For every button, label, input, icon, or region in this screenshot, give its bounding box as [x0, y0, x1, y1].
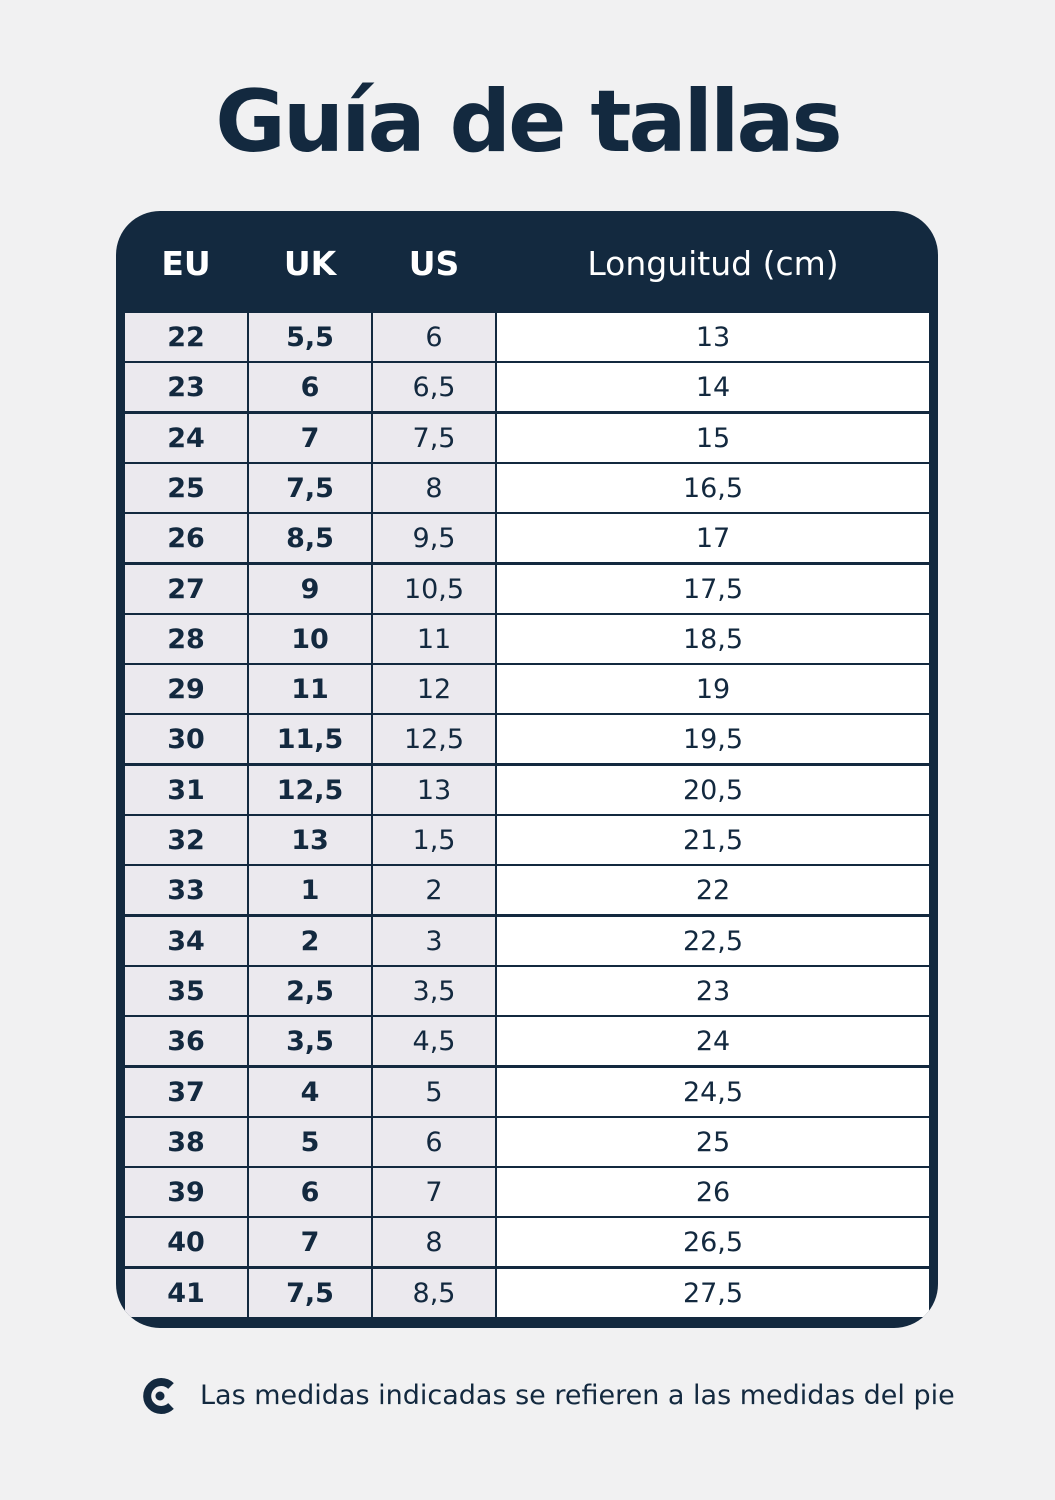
- cell-us: 7,5: [373, 414, 495, 462]
- table-header: [116, 211, 938, 313]
- cell-uk: 8,5: [249, 514, 371, 562]
- cell-us: 8: [373, 1218, 495, 1266]
- cell-us: 2: [373, 866, 495, 914]
- cell-uk: 4: [249, 1068, 371, 1116]
- cell-us: 3,5: [373, 967, 495, 1015]
- cell-uk: 1: [249, 866, 371, 914]
- cell-eu: 31: [125, 766, 247, 814]
- cell-uk: 10: [249, 615, 371, 663]
- cell-eu: 40: [125, 1218, 247, 1266]
- cell-eu: 34: [125, 917, 247, 965]
- cell-eu: 23: [125, 363, 247, 411]
- cell-eu: 38: [125, 1118, 247, 1166]
- cell-uk: 11: [249, 665, 371, 713]
- cell-uk: 2,5: [249, 967, 371, 1015]
- cell-uk: 11,5: [249, 715, 371, 763]
- cell-eu: 37: [125, 1068, 247, 1116]
- cell-uk: 2: [249, 917, 371, 965]
- cell-uk: 5: [249, 1118, 371, 1166]
- cell-us: 8,5: [373, 1269, 495, 1317]
- table-row: [125, 565, 929, 613]
- table-row: [125, 917, 929, 965]
- cell-length: 25: [497, 1118, 929, 1166]
- cell-us: 13: [373, 766, 495, 814]
- cell-uk: 6: [249, 1168, 371, 1216]
- cell-uk: 7,5: [249, 464, 371, 512]
- cell-eu: 39: [125, 1168, 247, 1216]
- cell-us: 12: [373, 665, 495, 713]
- cell-length: 26,5: [497, 1218, 929, 1266]
- cell-length: 17: [497, 514, 929, 562]
- cell-us: 8: [373, 464, 495, 512]
- cell-eu: 22: [125, 313, 247, 361]
- cell-eu: 30: [125, 715, 247, 763]
- table-row: [125, 1168, 929, 1216]
- table-row: [125, 1218, 929, 1266]
- page-title: Guía de tallas: [215, 72, 840, 172]
- table-row: [125, 363, 929, 411]
- cell-eu: 28: [125, 615, 247, 663]
- cell-us: 11: [373, 615, 495, 663]
- cell-uk: 7,5: [249, 1269, 371, 1317]
- table-row: [125, 1068, 929, 1116]
- cell-length: 26: [497, 1168, 929, 1216]
- size-table: [116, 211, 938, 1328]
- cell-uk: 7: [249, 1218, 371, 1266]
- cell-eu: 32: [125, 816, 247, 864]
- table-row: [125, 1269, 929, 1317]
- cell-uk: 12,5: [249, 766, 371, 814]
- table-row: [125, 414, 929, 462]
- brand-logo-icon: [140, 1376, 180, 1416]
- cell-eu: 41: [125, 1269, 247, 1317]
- table-row: [125, 816, 929, 864]
- table-row: [125, 1118, 929, 1166]
- table-row: [125, 715, 929, 763]
- table-row: [125, 313, 929, 361]
- header-eu: EU: [161, 244, 211, 283]
- cell-eu: 25: [125, 464, 247, 512]
- cell-length: 15: [497, 414, 929, 462]
- cell-length: 20,5: [497, 766, 929, 814]
- cell-uk: 13: [249, 816, 371, 864]
- cell-length: 27,5: [497, 1269, 929, 1317]
- table-row: [125, 464, 929, 512]
- header-length: Longuitud (cm): [587, 244, 839, 283]
- cell-length: 17,5: [497, 565, 929, 613]
- table-row: [125, 665, 929, 713]
- cell-eu: 33: [125, 866, 247, 914]
- table-row: [125, 967, 929, 1015]
- cell-eu: 35: [125, 967, 247, 1015]
- cell-length: 14: [497, 363, 929, 411]
- cell-uk: 9: [249, 565, 371, 613]
- cell-us: 1,5: [373, 816, 495, 864]
- cell-uk: 3,5: [249, 1017, 371, 1065]
- cell-length: 13: [497, 313, 929, 361]
- cell-eu: 24: [125, 414, 247, 462]
- cell-us: 6: [373, 313, 495, 361]
- cell-us: 5: [373, 1068, 495, 1116]
- cell-length: 19,5: [497, 715, 929, 763]
- header-us: US: [408, 244, 460, 283]
- cell-length: 19: [497, 665, 929, 713]
- cell-eu: 27: [125, 565, 247, 613]
- cell-us: 3: [373, 917, 495, 965]
- cell-length: 22: [497, 866, 929, 914]
- cell-length: 23: [497, 967, 929, 1015]
- footnote-text: Las medidas indicadas se refieren a las medidas del pie: [200, 1380, 955, 1411]
- cell-us: 6,5: [373, 363, 495, 411]
- cell-us: 9,5: [373, 514, 495, 562]
- cell-eu: 26: [125, 514, 247, 562]
- cell-length: 18,5: [497, 615, 929, 663]
- cell-length: 24: [497, 1017, 929, 1065]
- cell-length: 22,5: [497, 917, 929, 965]
- cell-us: 12,5: [373, 715, 495, 763]
- cell-length: 21,5: [497, 816, 929, 864]
- cell-us: 4,5: [373, 1017, 495, 1065]
- cell-uk: 6: [249, 363, 371, 411]
- table-row: [125, 514, 929, 562]
- table-row: [125, 766, 929, 814]
- cell-eu: 29: [125, 665, 247, 713]
- cell-us: 6: [373, 1118, 495, 1166]
- cell-uk: 7: [249, 414, 371, 462]
- cell-length: 16,5: [497, 464, 929, 512]
- cell-length: 24,5: [497, 1068, 929, 1116]
- footnote: [140, 1372, 955, 1420]
- cell-uk: 5,5: [249, 313, 371, 361]
- cell-us: 7: [373, 1168, 495, 1216]
- table-row: [125, 615, 929, 663]
- table-row: [125, 866, 929, 914]
- table-row: [125, 1017, 929, 1065]
- cell-eu: 36: [125, 1017, 247, 1065]
- cell-us: 10,5: [373, 565, 495, 613]
- header-uk: UK: [283, 244, 337, 283]
